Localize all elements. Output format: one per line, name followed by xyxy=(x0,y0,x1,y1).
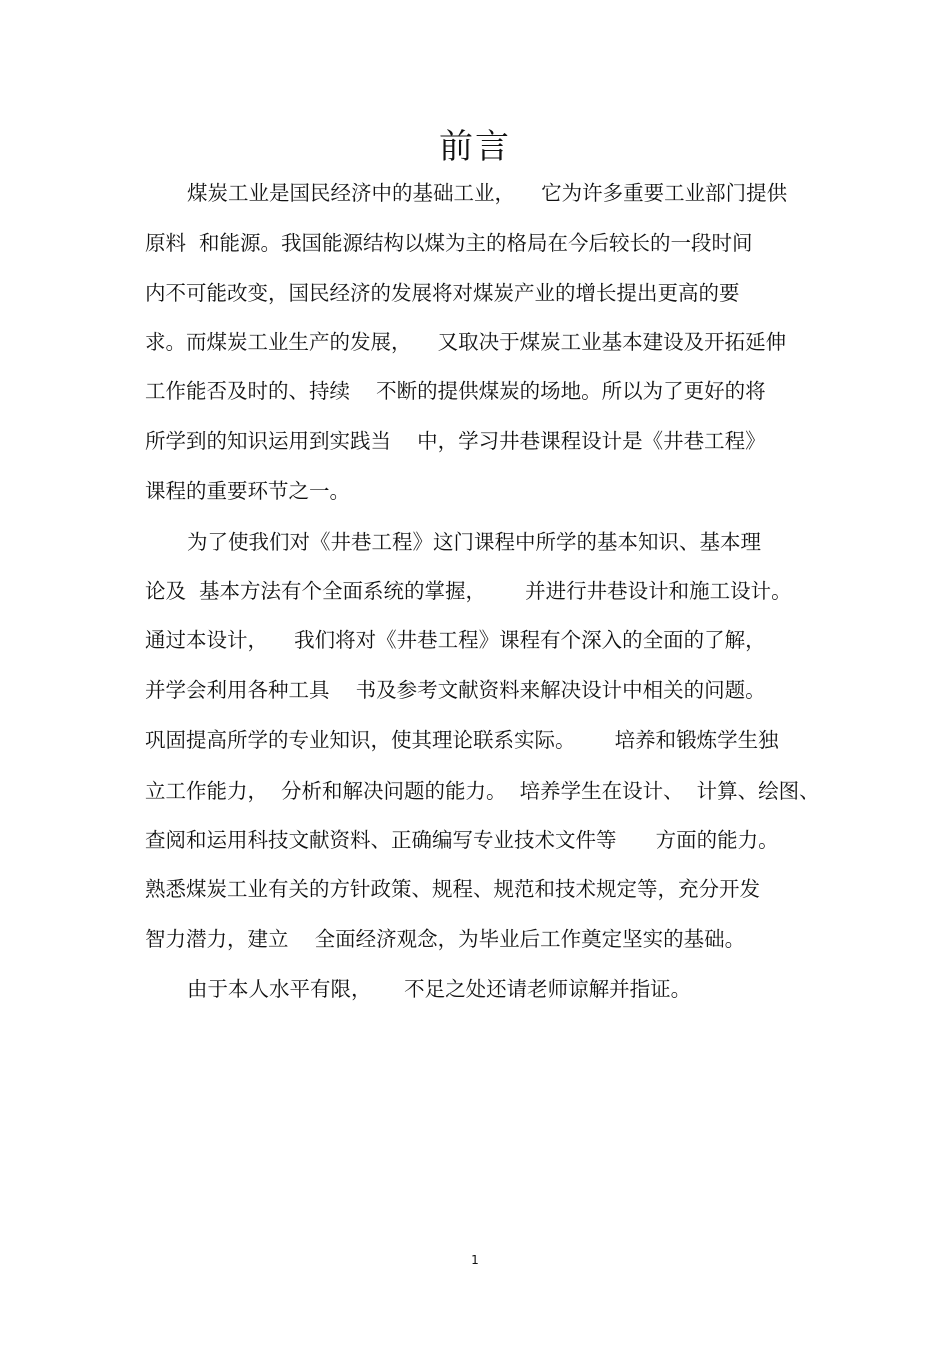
paragraph-line: 通过本设计， 我们将对《井巷工程》课程有个深入的全面的了解， xyxy=(145,628,766,652)
paragraph-line: 立工作能力， 分析和解决问题的能力。 培养学生在设计、 计算、绘图、 xyxy=(145,779,820,803)
page-title: 前言 xyxy=(439,127,511,167)
paragraph-line: 查阅和运用科技文献资料、正确编写专业技术文件等 方面的能力。 xyxy=(145,828,779,852)
paragraph-line: 由于本人水平有限， 不足之处还请老师谅解并指证。 xyxy=(187,977,692,1001)
paragraph-line: 为了使我们对《井巷工程》这门课程中所学的基本知识、基本理 xyxy=(187,530,761,554)
paragraph-line: 智力潜力，建立 全面经济观念，为毕业后工作奠定坚实的基础。 xyxy=(145,927,746,951)
page-number: 1 xyxy=(471,1253,479,1267)
paragraph-line: 原料 和能源。我国能源结构以煤为主的格局在今后较长的一段时间 xyxy=(145,231,753,255)
paragraph-line: 煤炭工业是国民经济中的基础工业， 它为许多重要工业部门提供 xyxy=(187,181,788,205)
paragraph-line: 内不可能改变，国民经济的发展将对煤炭产业的增长提出更高的要 xyxy=(145,281,740,305)
paragraph-line: 论及 基本方法有个全面系统的掌握， 并进行井巷设计和施工设计。 xyxy=(145,579,792,603)
paragraph-line: 求。而煤炭工业生产的发展， 又取决于煤炭工业基本建设及开拓延伸 xyxy=(145,330,787,354)
paragraph-line: 巩固提高所学的专业知识，使其理论联系实际。 培养和锻炼学生独 xyxy=(145,728,779,752)
paragraph-line: 所学到的知识运用到实践当 中，学习井巷课程设计是《井巷工程》 xyxy=(145,429,766,453)
paragraph-line: 熟悉煤炭工业有关的方针政策、规程、规范和技术规定等，充分开发 xyxy=(145,877,760,901)
paragraph-line: 并学会利用各种工具 书及参考文献资料来解决设计中相关的问题。 xyxy=(145,678,766,702)
paragraph-line: 工作能否及时的、持续 不断的提供煤炭的场地。所以为了更好的将 xyxy=(145,379,766,403)
paragraph-line: 课程的重要环节之一。 xyxy=(145,479,350,503)
